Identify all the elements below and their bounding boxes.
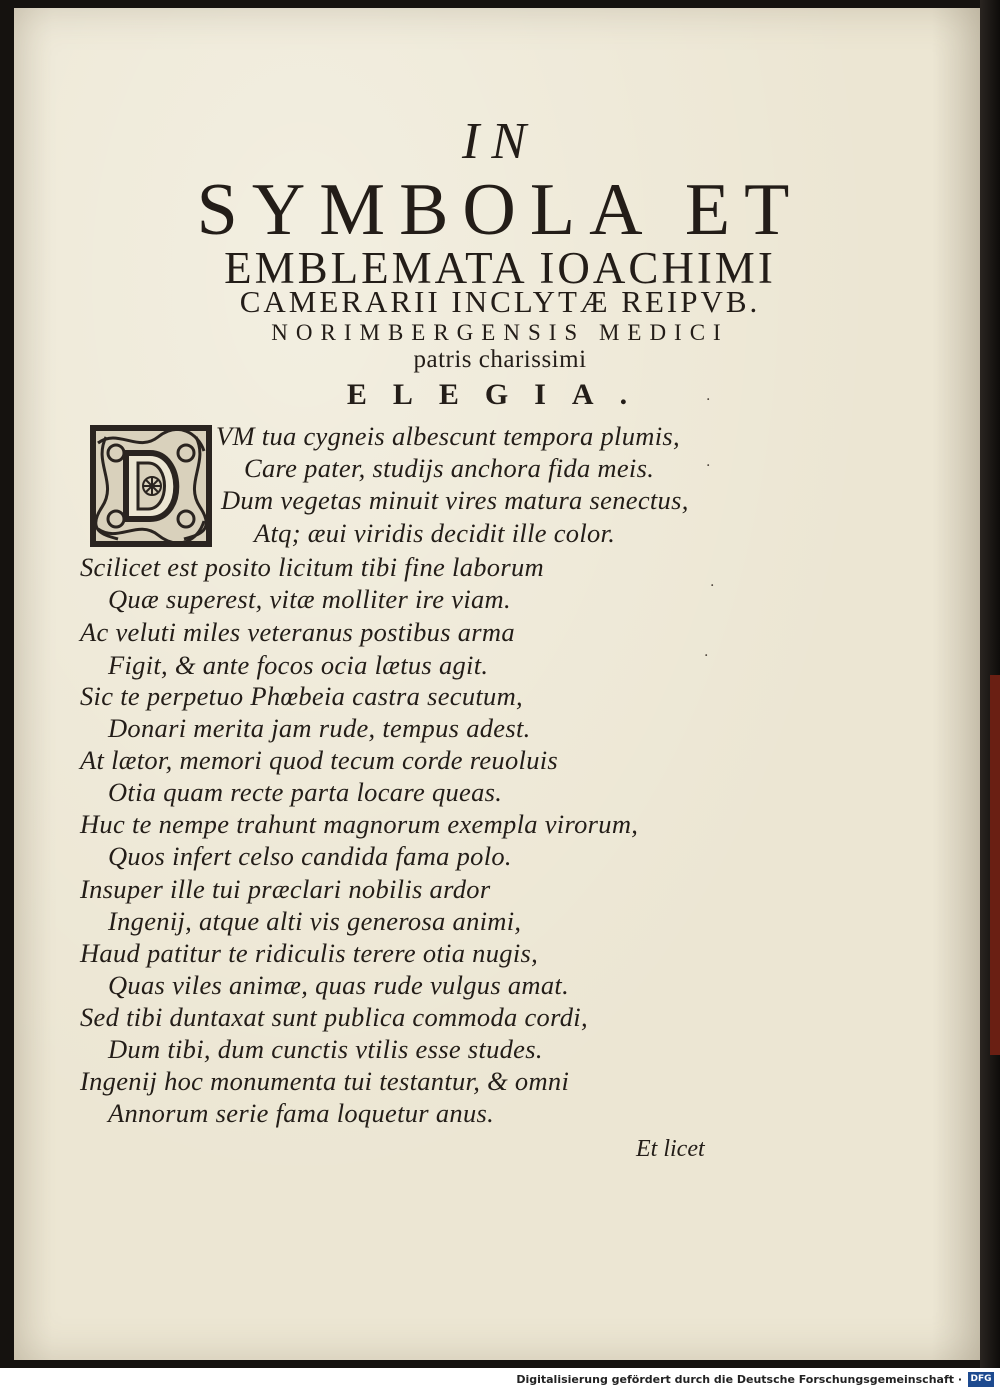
- verse-line: Quos infert celso candida fama polo.: [108, 841, 512, 871]
- verse-line: Atq; æui viridis decidit ille color.: [254, 518, 616, 548]
- footer-credit: Digitalisierung gefördert durch die Deutsche Forschungsgemeinschaft ·: [516, 1373, 962, 1386]
- verse-line: Figit, & ante focos ocia lætus agit.: [108, 650, 489, 680]
- footer-bar: [0, 1368, 1000, 1392]
- title-elegia: ELEGIA.: [346, 378, 654, 411]
- verse-line: Haud patitur te ridiculis terere otia nugis,: [80, 938, 539, 968]
- dfg-logo: DFG: [968, 1372, 994, 1387]
- verse-line: Otia quam recte parta locare queas.: [108, 777, 503, 807]
- verse-line: Insuper ille tui præclari nobilis ardor: [80, 874, 491, 904]
- ink-speck: ·: [706, 458, 711, 474]
- verse-line: Scilicet est posito licitum tibi fine laborum: [80, 552, 544, 582]
- ink-speck: ·: [710, 578, 715, 594]
- ink-speck: ·: [706, 392, 711, 408]
- verse-line: Dum vegetas minuit vires matura senectus,: [221, 485, 689, 515]
- verse-line: Quas viles animæ, quas rude vulgus amat.: [108, 970, 570, 1000]
- title-line-3: CAMERARII INCLYTÆ REIPVB.: [239, 284, 761, 319]
- verse-line: Dum tibi, dum cunctis vtilis esse studes.: [108, 1034, 543, 1064]
- title-line-2: EMBLEMATA IOACHIMI: [224, 243, 776, 293]
- title-line-1: SYMBOLA ET: [196, 169, 804, 251]
- ink-speck: ·: [704, 648, 709, 664]
- verse-line: Huc te nempe trahunt magnorum exempla virorum,: [80, 809, 639, 839]
- verse-line: Annorum serie fama loquetur anus.: [108, 1098, 495, 1128]
- verse-line: Donari merita jam rude, tempus adest.: [108, 713, 531, 743]
- verse-line: Ac veluti miles veteranus postibus arma: [80, 617, 515, 647]
- verse-line: Care pater, studijs anchora fida meis.: [244, 453, 655, 483]
- title-in: IN: [462, 113, 538, 170]
- verse-line: Sic te perpetuo Phœbeia castra secutum,: [80, 681, 523, 711]
- title-line-4: NORIMBERGENSIS MEDICI: [271, 320, 729, 345]
- verse-line: Ingenij hoc monumenta tui testantur, & omni: [80, 1066, 570, 1096]
- verse-line: Sed tibi duntaxat sunt publica commoda cordi,: [80, 1002, 588, 1032]
- verse-line: Quæ superest, vitæ molliter ire viam.: [108, 584, 511, 614]
- title-line-5: patris charissimi: [413, 346, 587, 373]
- catchword: Et licet: [636, 1136, 705, 1162]
- verse-line: At lætor, memori quod tecum corde reuoluis: [80, 745, 559, 775]
- verse-line: VM tua cygneis albescunt tempora plumis,: [216, 421, 680, 451]
- verse-line: Ingenij, atque alti vis generosa animi,: [108, 906, 522, 936]
- initial-letter: D: [151, 492, 153, 494]
